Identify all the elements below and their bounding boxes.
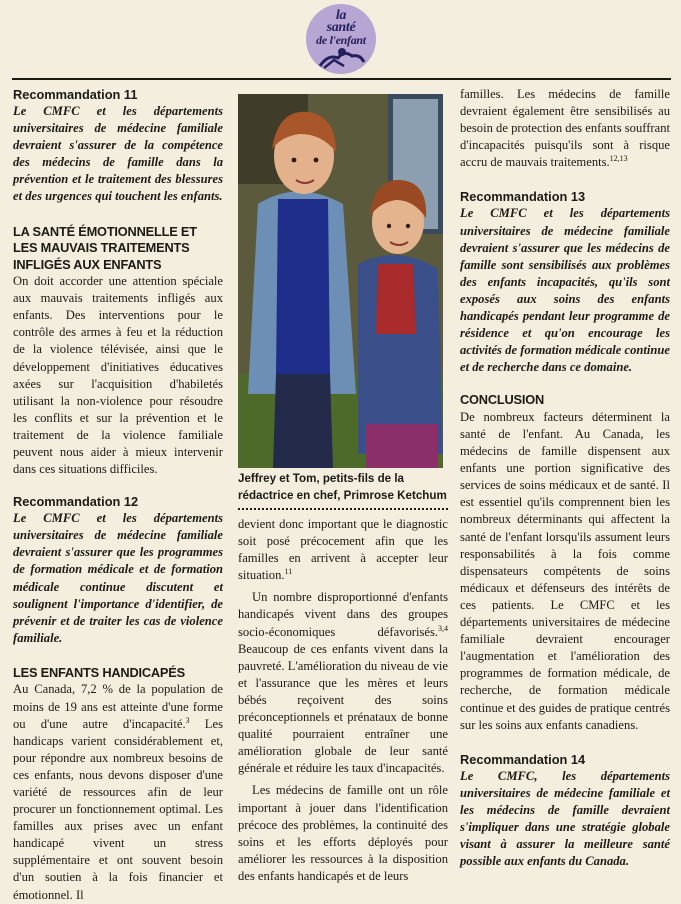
section-handicap-title: LES ENFANTS HANDICAPÉS [13,664,185,680]
handicap-text-b: Les handicaps varient considérablement et, pour répondre aux nombreux besoins de ces enfants, nous devons disposer d'une variété de ressources afin de leur procurer un fonctionnement optimal. Les familles aux prises avec un enfant handicapé vivent un stress supplémentaire et ont souvent besoin d'un soutien à la fois financier et émotionnel. Il [13,716,223,902]
photo-caption: Jeffrey et Tom, petits-fils de la rédactrice en chef, Primrose Ketchum [238,472,447,502]
rec12-body: Le CMFC et les départements universitaires de médecine familiale devraient s'assurer que les programmes de formation médicale et de formation médicale continue discutent et soulignent l'importance d'identifier, de prévenir et de traiter les cas de violence familiale. [13,511,223,645]
photo-jeffrey-tom [238,94,443,468]
middle-column [238,516,448,885]
middle-p1 [238,516,448,584]
section-logo [306,4,376,74]
rec14-title: Recommandation 14 [460,751,586,767]
rec14-body: Le CMFC, les départements universitaires de médecine familiale et les médecins de famille devraient s'impliquer dans une stratégie globale visant à assurer la meilleure santé possible aux enfants du Canada. [460,768,670,869]
ref-3-4: 3,4 [438,623,448,633]
ref-12-13: 12,13 [609,154,628,164]
right-p1-text: familles. Les médecins de famille devraient également être sensibilisés au besoin de protection des enfants souffrant d'incapacités puisqu'ils sont à risque accru de mauvais traitements. [460,87,670,170]
logo-line-3: de l'enfant [316,33,366,47]
rec12-title: Recommandation 12 [13,494,139,510]
ref-3: 3 [185,715,190,725]
rec11-title: Recommandation 11 [13,87,138,102]
child-figure-icon [314,46,368,70]
header-rule [12,78,671,80]
rec11-body: Le CMFC et les départements universitaires de médecine familiale devraient s'assurer de la compétence des médecins de famille dans la prévention et le traitement des blessures et des urgences qui touchent les enfants. [13,104,223,204]
photo-illustration [238,94,443,468]
left-column [13,86,223,904]
middle-p3: Les médecins de famille ont un rôle important à jouer dans l'identification précoce des problèmes, la continuité des soins et les efforts déployés pour améliorer les ressources à la disposition des enfants handicapés et de leurs [238,783,448,883]
caption-dotted-rule [238,508,448,512]
ref-11: 11 [284,567,293,577]
conclusion-title: CONCLUSION [460,392,545,408]
middle-p2-text-a: Un nombre disproportionné d'enfants handicapés vivent dans des groupes socio-économiques défavorisés. [238,590,448,639]
handicap-text-a: Au Canada, 7,2 % de la population de moins de 19 ans est atteinte d'une forme ou d'une autre d'incapacité. [13,682,223,731]
right-column [460,86,670,870]
section-handicap-body [13,681,223,903]
rec13-body: Le CMFC et les départements universitaires de médecine familiale devraient s'assurer que les médecins de famille sont sensibilisés aux problèmes des enfants incapacités, qu'ils sont exposés aux soins des enfants handicapés pendant leur programme de résidence et qu'on encourage les activités de formation médicale continue et de recherche dans ce domaine. [460,206,670,375]
logo-wordmark [306,10,376,46]
middle-p2-text-b: Beaucoup de ces enfants vivent dans la pauvreté. L'amélioration du niveau de vie et l'assurance que les mères et leurs bébés reçoivent des soins préconceptionnels et prénataux de bonne qualité pourraient entraîner une amélioration globale de leur santé générale et réduire les taux d'incapacités. [238,641,448,776]
right-p1 [460,86,670,171]
logo-line-1: la [335,8,347,23]
logo-line-2: santé [326,20,356,35]
section-emotion-body: On doit accorder une attention spéciale aux mauvais traitements infligés aux enfants. Des interventions pour le contrôle des armes à feu et la réduction de la violence télévisée, ainsi que le développement d'initiatives éducatives axées sur l'acquisition d'habiletés utilisant la non-violence pour résoudre les conflits et sur la prévention et le traitement de la violence familiale peuvent nous aider à mieux intervenir dans ces situations difficiles. [13,274,223,477]
middle-p2 [238,589,448,777]
rec13-title: Recommandation 13 [460,189,586,205]
section-emotion-title: LA SANTÉ ÉMOTIONNELLE ET LES MAUVAIS TRAITEMENTS INFLIGÉS AUX ENFANTS [13,223,197,272]
conclusion-body: De nombreux facteurs déterminent la santé de l'enfant. Au Canada, les médecins de famille dispensent aux enfants une portion significative des services de soins médicaux et de santé. Il est essentiel qu'ils comprennent bien les nombreux déterminants qui affectent la santé de l'enfant lorsqu'ils assument leurs responsabilités à la fois comme dispensateurs compétents de soins médicaux et défenseurs des intérêts de ces patients. Le CMFC et les départements universitaires de médecine familiale devraient encourager l'augmentation et l'amélioration des programmes de formation médicale, de recherche, de formation médicale continue et des guides de pratique centrés sur les soins aux enfants canadiens. [460,409,670,732]
middle-p1-text: devient donc important que le diagnostic soit posé précocement afin que les familles en arrivent à accepter leur situation. [238,517,448,583]
